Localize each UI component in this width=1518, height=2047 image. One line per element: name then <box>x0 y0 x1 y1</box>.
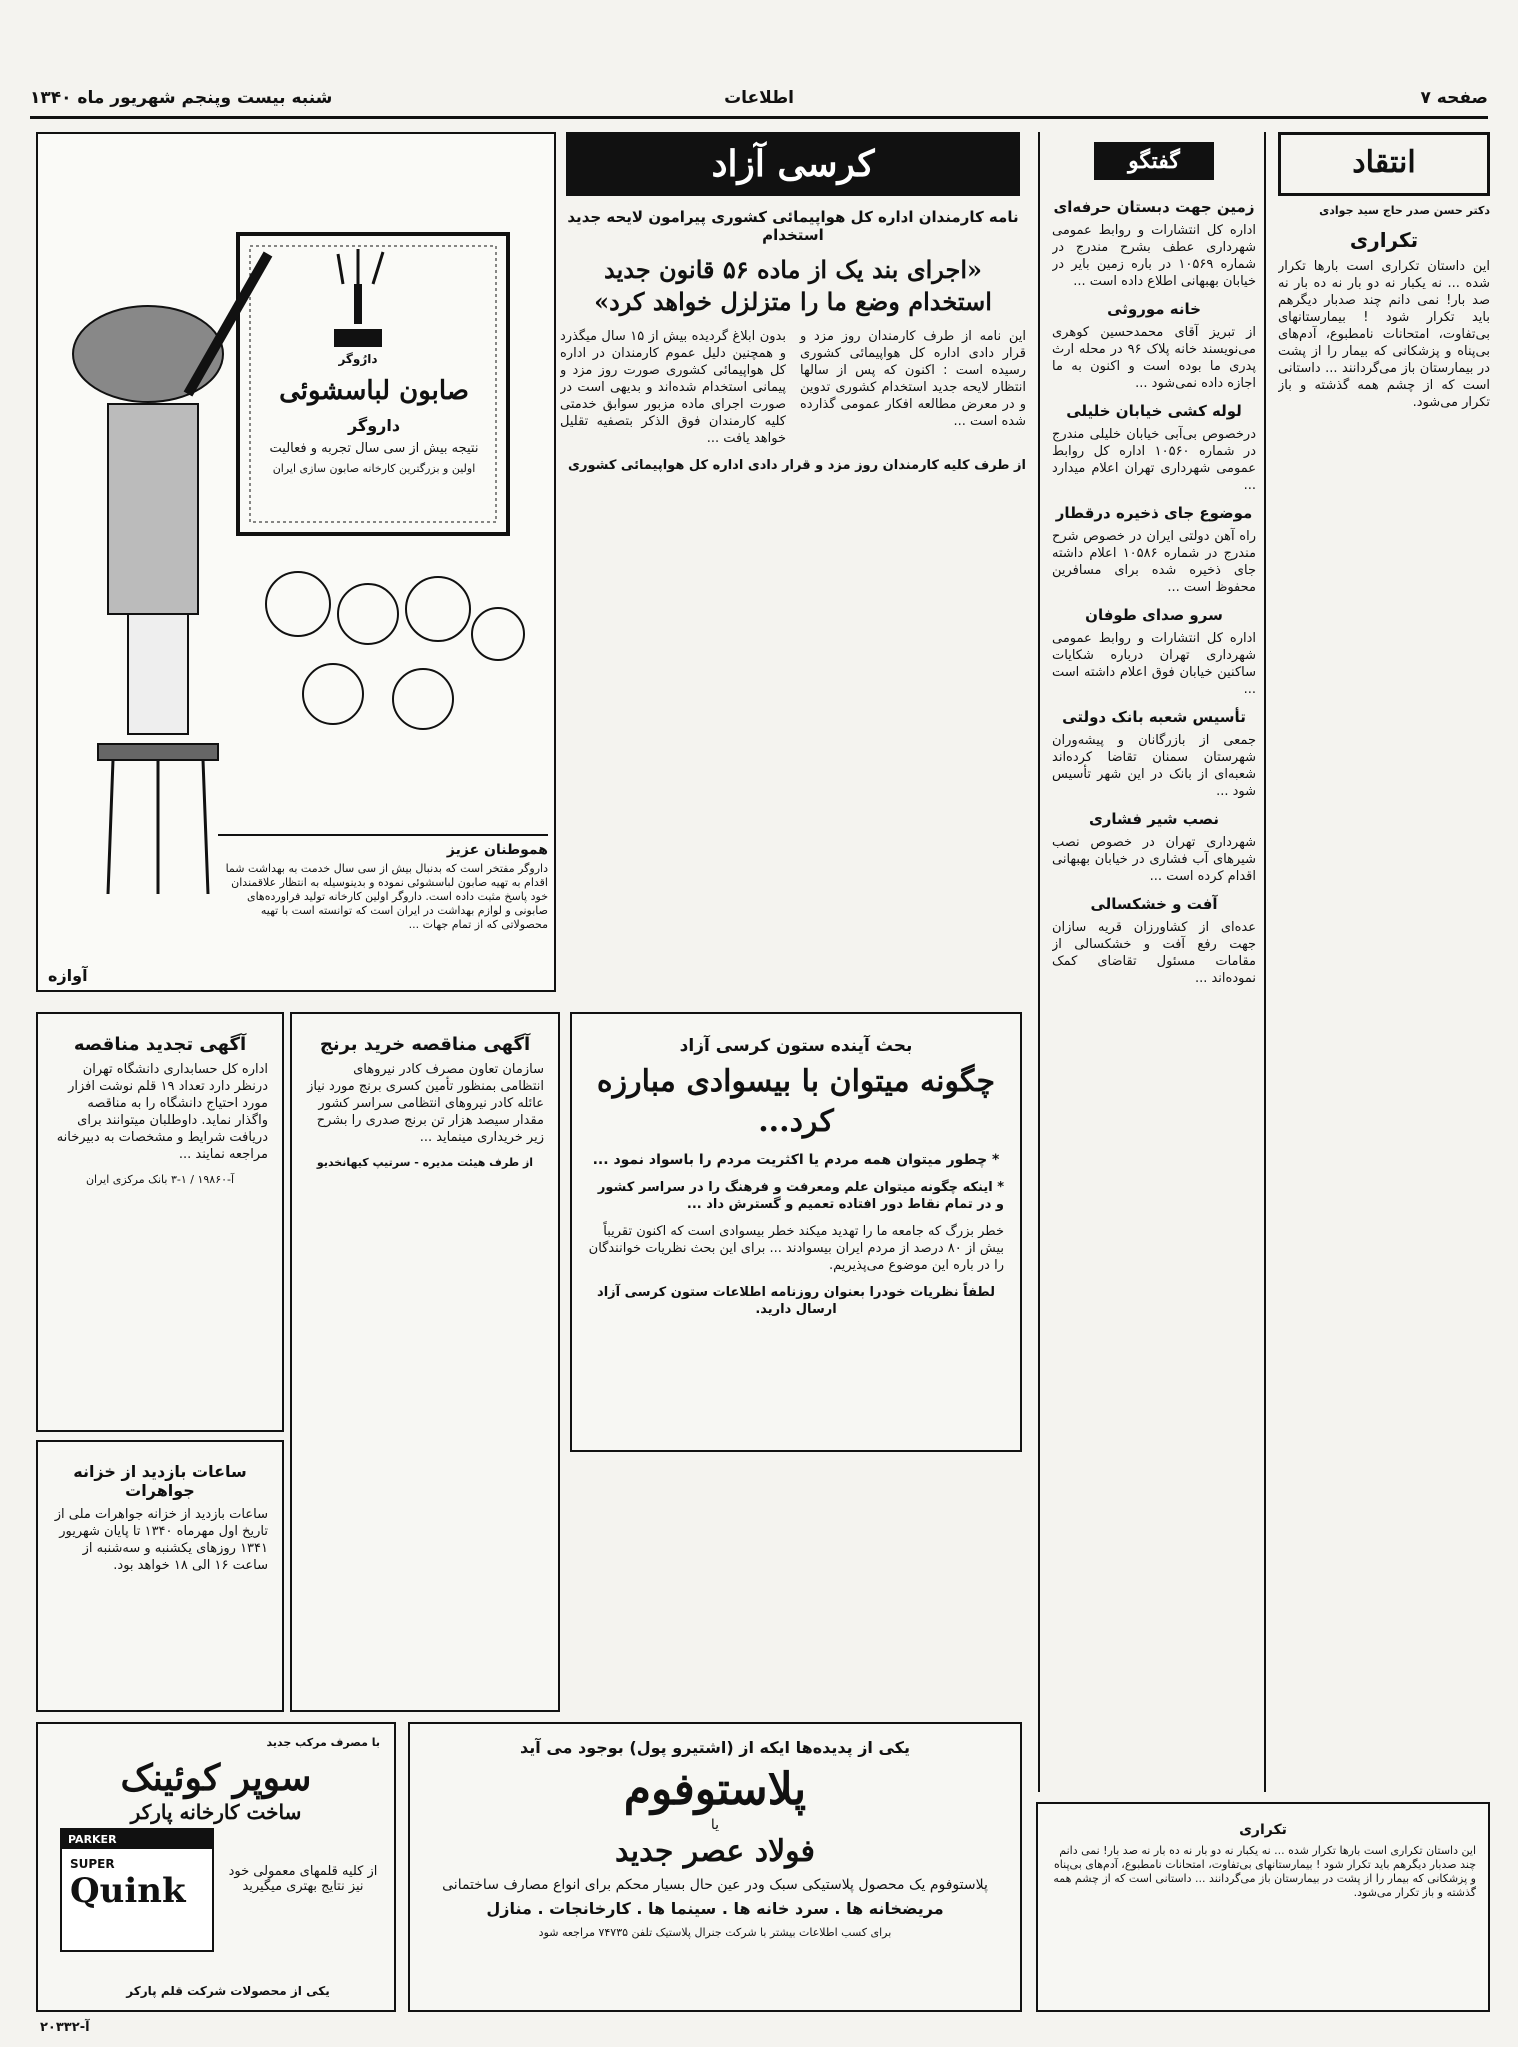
free-chair-signature: از طرف کلیه کارمندان روز مزد و قرار دادی اداره کل هواپیمائی کشوری <box>568 458 1026 473</box>
retender-title: آگهی تجدید مناقصه <box>73 1034 247 1055</box>
poster-slogan: نتیجه بیش از سی سال تجربه و فعالیت <box>269 441 479 456</box>
divider-critique <box>1264 132 1266 1792</box>
bottom-right-news <box>1036 1802 1490 2012</box>
quink-bottle-box <box>60 1828 214 1952</box>
plastofoam-intro: یکی از پدیده‌ها ایکه از (اشتیرو پول) بوجود می آید <box>520 1738 910 1757</box>
conversation-logo: گفتگو <box>1094 142 1214 180</box>
jewels-body: ساعات بازدید از خزانه جواهرات ملی از تاریخ اول مهرماه ۱۳۴۰ تا پایان شهریور ۱۳۴۱ روزهای یکشنبه و سه‌شنبه از ساعت ۱۶ الی ۱۸ خواهد بود. <box>54 1507 268 1573</box>
plastofoam-ad <box>408 1722 1022 2012</box>
conversation-column <box>1052 132 1256 1792</box>
conversation-item: تأسیس شعبه بانک دولتی جمعی از بازرگانان و پیشه‌وران شهرستان سمنان تقاضا کرده‌اند شعبه‌ای از بانک در این شهر تأسیس شود ... <box>1052 708 1256 799</box>
plastofoam-description: پلاستوفوم یک محصول پلاستیکی سبک ودر عین حال بسیار محکم برای انواع مصارف ساختمانی <box>442 1877 988 1893</box>
header-page-number: صفحه ۷ <box>1420 88 1488 108</box>
conversation-item: نصب شیر فشاری شهرداری تهران در خصوص نصب شیرهای آب فشاری در خیابان بهبهانی اقدام کرده است ... <box>1052 810 1256 884</box>
header-date: شنبه بیست وپنجم شهریور ماه ۱۳۴۰ <box>30 88 333 108</box>
brand-label-box <box>334 329 382 347</box>
quink-footer: یکی از محصولات شرکت قلم پارکر <box>126 1984 330 1998</box>
retender-footer: آ-۱۹۸۶۰ / ۱-۳ بانک مرکزی ایران <box>85 1173 235 1186</box>
free-chair-body-right: این نامه از طرف کارمندان روز مزد و قرار دادی اداره کل هواپیمائی کشوری رسیده است : اکنون که پس از سالها انتظار لایحه جدید استخدام کشوری تدوین و در معرض مطالعه افکار عمومی گذارده شده است ... <box>800 329 1026 429</box>
next-column-questions: * اینکه چگونه میتوان علم ومعرفت و فرهنگ را در سراسر کشور و در تمام نقاط دور افتاده تعمیم و گسترش داد ... <box>597 1180 1004 1212</box>
jewels-notice <box>36 1440 284 1712</box>
quink-ad <box>36 1722 396 2012</box>
conversation-item: آفت و خشکسالی عده‌ای از کشاورزان قریه سازان جهت رفع آفت و خشکسالی از مقامات مسئول تقاضای کمک نموده‌اند ... <box>1052 895 1256 986</box>
audience-head <box>406 577 470 641</box>
header-newspaper-name: اطلاعات <box>724 88 794 108</box>
character-body <box>108 404 198 614</box>
stool-top <box>98 744 218 760</box>
next-column-headline: چگونه میتوان با بیسوادی مبارزه کرد... <box>596 1064 996 1139</box>
audience-head <box>393 669 453 729</box>
page-header <box>30 86 1488 119</box>
poster-subline: اولین و بزرگترین کارخانه صابون سازی ایران <box>272 462 476 475</box>
conversation-banner <box>1052 132 1256 190</box>
plastofoam-brand: پلاستوفوم <box>623 1764 807 1815</box>
palm-trunk <box>354 284 362 324</box>
plastofoam-name: فولاد عصر جدید <box>614 1834 816 1869</box>
audience-head <box>303 664 363 724</box>
free-chair-intro: نامه کارمندان اداره کل هواپیمائی کشوری پیرامون لایحه جدید استخدام <box>567 208 1019 244</box>
artist-signature: آوازه <box>48 966 88 985</box>
retender-body: اداره کل حسابداری دانشگاه تهران درنظر دارد تعداد ۱۹ قلم نوشت افزار مورد احتیاج دانشگاه را به مناقصه واگذار نماید. داوطلبان میتوانند برای دریافت شرایط و مشخصات به دبیرخانه مراجعه نمایند ... <box>56 1062 268 1162</box>
poster-text <box>246 374 502 475</box>
rice-tender-title: آگهی مناقصه خرید برنج <box>319 1034 531 1055</box>
free-chair-body-left: بدون ابلاغ گردیده بیش از ۱۵ سال میگذرد و همچنین دلیل عموم کارمندان در اداره کل هواپیمائی کشوری صورت روز مزد و پیمانی استخدام شده‌اند و بدیهی است در صورت اجرای ماده مزبور سوابق خدمتی کلیه کارمندان فوق الذکر بتصفیه تقلیل خواهد یافت ... <box>560 329 786 446</box>
divider-conversation <box>1038 132 1040 1792</box>
free-chair-columns <box>560 328 1026 457</box>
poster-brand-logo: دارُوگر <box>338 352 378 366</box>
next-column-body: خطر بزرگ که جامعه ما را تهدید میکند خطر بیسوادی است که اکنون تقریباً بیش از ۸۰ درصد از مردم ایران بیسوادند ... برای این بحث نظریات خوانندگان را در باره این موضوع می‌پذیریم. <box>588 1224 1004 1273</box>
conversation-item: خانه موروثی از تبریز آقای محمدحسین کوهری می‌نویسند خانه پلاک ۹۶ در محله ارث پدری ما بوده است و اکنون به ما اجازه داده نمی‌شود ... <box>1052 300 1256 391</box>
next-column-box <box>570 1012 1022 1452</box>
conversation-item: موضوع جای ذخیره درقطار راه آهن دولتی ایران در خصوص شرح مندرج در شماره ۱۰۵۸۶ اعلام داشته جای ذخیره شده برای مسافرین محفوظ است ... <box>1052 504 1256 595</box>
soap-box-title: هموطنان عزیز <box>446 842 548 858</box>
quink-subtitle: ساخت کارخانه پارکر <box>130 1800 302 1824</box>
character-legs <box>128 614 188 734</box>
plastofoam-uses: مریضخانه ها . سرد خانه ها . سینما ها . کارخانجات . منازل <box>486 1899 944 1918</box>
critique-body: این داستان تکراری است بارها تکرار شده ... نه یکبار نه دو بار نه ده بار نه صد بار! نمی دانم چند صدبار دیگرهم باید تکرار شود ! بیمارستانهای بی‌تفاوت، امتحانات نامطبوع، آدم‌های بی‌پناه و پزشکانی که بیمار را از پشت در بیمارستان باز می‌گردانند ... داستانی است که از چشم همه گذشته و باز تکرار می‌شود. <box>1278 259 1490 410</box>
quink-bottle-name: Quink <box>70 1871 186 1911</box>
audience-head <box>338 584 398 644</box>
conversation-item: زمین جهت دبستان حرفه‌ای اداره کل انتشارات و روابط عمومی شهرداری عطف بشرح مندرج در شماره ۱۰۵۶۹ در باره زمین بایر در خیابان بهبهانی اطلاع داده است ... <box>1052 198 1256 289</box>
jewels-title: ساعات بازدید از خزانه جواهرات <box>73 1462 247 1500</box>
plastofoam-contact: برای کسب اطلاعات بیشتر با شرکت جنرال پلاستیک تلفن ۷۴۷۳۵ مراجعه شود <box>538 1926 892 1939</box>
quink-description: از کلیه قلمهای معمولی خود نیز نتایج بهتری میگیرید <box>228 1864 378 1894</box>
free-chair-banner: کرسی آزاد <box>566 132 1020 196</box>
next-column-lead: بحث آینده ستون کرسی آزاد <box>679 1036 913 1056</box>
plastofoam-or: یا <box>710 1817 720 1833</box>
critique-headline: تکراری <box>1349 228 1419 252</box>
poster-brand-name: داروگر <box>347 416 401 435</box>
conversation-item: سرو صدای طوفان اداره کل انتشارات و روابط عمومی شهرداری تهران درباره شکایات ساکنین خیابان فوق اعلام داشته است ... <box>1052 606 1256 697</box>
quink-title: سوپر کوئینک <box>120 1757 312 1799</box>
ad-code: آ-۲۰۳۳۲ <box>40 2020 90 2035</box>
bottom-right-news-text: این داستان تکراری است بارها تکرار شده ... نه یکبار نه دو بار نه ده بار نه صد بار! نمی دانم چند صدبار دیگرهم باید تکرار شود ! بیمارستانهای بی‌تفاوت، امتحانات نامطبوع، آدم‌های بی‌پناه و پزشکانی که بیمار را از پشت در بیمارستان باز می‌گردانند ... داستانی است که از چشم همه گذشته و باز تکرار می‌شود. <box>1053 1844 1476 1899</box>
bottom-right-news-title: تکراری <box>1239 1822 1287 1838</box>
rice-tender-footer: از طرف هیئت مدیره - سرتیپ کیهانخدیو <box>316 1156 534 1169</box>
palm-icon <box>338 249 383 284</box>
retender-ad <box>36 1012 284 1432</box>
audience-head <box>266 572 330 636</box>
quink-bottle-brand: PARKER <box>62 1830 212 1849</box>
soap-ad-box <box>218 834 548 932</box>
stool-legs <box>108 760 208 894</box>
critique-column <box>1278 132 1490 1792</box>
conversation-item: لوله کشی خیابان خلیلی درخصوص بی‌آبی خیابان خلیلی مندرج در شماره ۱۰۵۶۰ اداره کل روابط عمومی شهرداری تهران اعلام میدارد ... <box>1052 402 1256 493</box>
free-chair-headline: «اجرای بند یک از ماده ۵۶ قانون جدید استخدام وضع ما را متزلزل خواهد کرد» <box>594 255 992 316</box>
audience-head <box>472 608 524 660</box>
next-column-closing: لطفاً نظریات خودرا بعنوان روزنامه اطلاعات ستون کرسی آزاد ارسال دارید. <box>597 1285 995 1317</box>
rice-tender-body: سازمان تعاون مصرف کادر نیروهای انتظامی بمنظور تأمین کسری برنج مورد نیاز عائله کادر نیروهای انتظامی سراسر کشور مقدار سیصد هزار تن برنج صدری را بشرح زیر خریداری مینماید ... <box>307 1062 544 1145</box>
character-head <box>73 306 223 402</box>
poster-product-title: صابون لباسشوئی <box>279 376 469 406</box>
quink-top-line: با مصرف مرکب جدید <box>266 1736 380 1749</box>
free-chair-column <box>560 132 1026 1006</box>
critique-byline: دکتر حسن صدر حاج سید جوادی <box>1319 204 1490 217</box>
soap-box-text: داروگر مفتخر است که بدنبال بیش از سی سال خدمت به بهداشت شما اقدام به تهیه صابون لباسشوئی نموده و بدینوسیله به انتظار علاقمندان خود پاسخ مثبت داده است. داروگر اولین کارخانه تولید فراورده‌های صابونی و لوازم بهداشت در ایران است که توانسته است با تهیه محصولاتی که از تمام جهات ... <box>225 862 548 931</box>
critique-banner <box>1278 132 1490 196</box>
quink-bottle-super: SUPER <box>70 1857 115 1871</box>
critique-title: انتقاد <box>1352 145 1416 180</box>
soap-ad <box>36 132 556 992</box>
next-column-subheadline: * چطور میتوان همه مردم یا اکثریت مردم را باسواد نمود ... <box>592 1152 1000 1168</box>
rice-tender-ad <box>290 1012 560 1712</box>
